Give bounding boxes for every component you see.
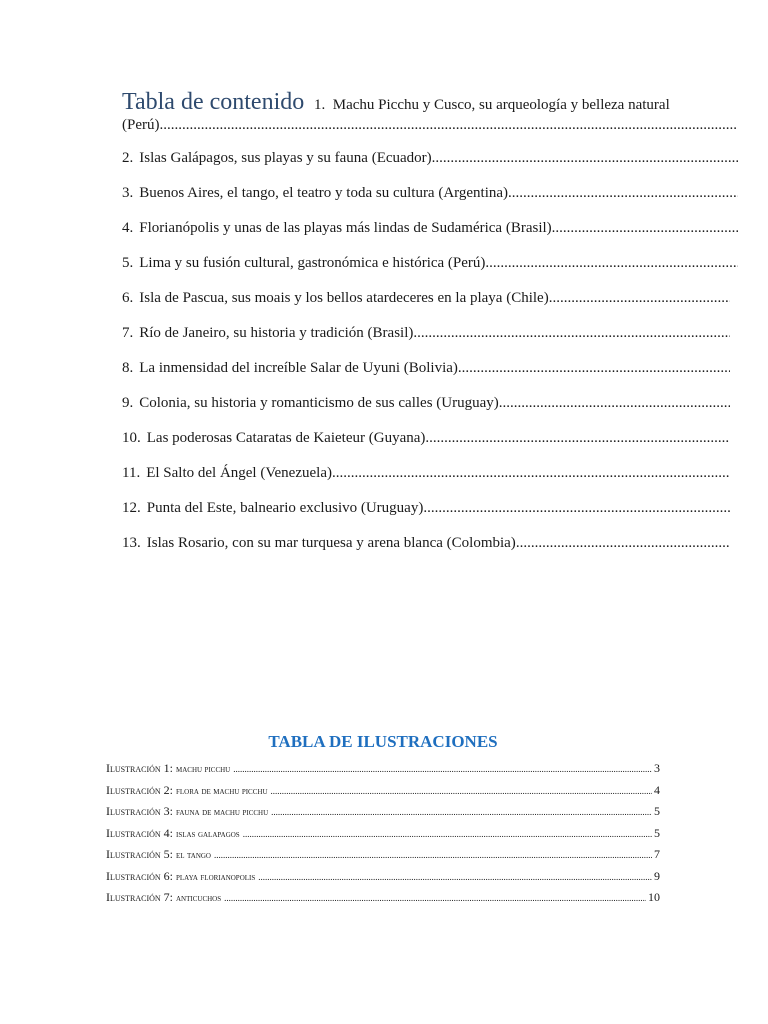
illustration-item-7[interactable] xyxy=(106,887,660,909)
illustration-caption: el tango xyxy=(176,850,211,861)
dot-leader xyxy=(423,491,730,526)
toc-item-5[interactable] xyxy=(122,246,738,281)
toc-item-text: Colonia, su historia y romanticismo de sus calles (Uruguay) xyxy=(139,395,499,411)
toc-item-3[interactable] xyxy=(122,176,738,211)
dot-leader xyxy=(214,845,652,867)
illustration-caption: islas galapagos xyxy=(176,828,240,840)
dot-leader xyxy=(508,176,738,211)
illustration-item-5[interactable] xyxy=(106,844,660,866)
toc-item-number: 12. xyxy=(122,500,141,516)
toc-item-12[interactable] xyxy=(122,491,730,526)
dot-leader xyxy=(458,351,730,386)
toc-item-2[interactable] xyxy=(122,141,738,176)
toc-item-text-cont: (Perú) xyxy=(122,117,160,133)
toc-item-text: Isla de Pascua, sus moais y los bellos atardeceres en la playa (Chile) xyxy=(139,290,549,306)
illustration-caption: flora de machu picchu xyxy=(176,785,268,797)
dot-leader xyxy=(271,781,652,803)
illustration-caption: anticuchos xyxy=(176,893,222,904)
toc-item-text: Machu Picchu y Cusco, su arqueología y belleza natural xyxy=(332,97,670,113)
toc-item-text: Buenos Aires, el tango, el teatro y toda su cultura (Argentina) xyxy=(139,185,509,201)
illustration-page: 7 xyxy=(654,847,660,861)
toc-item-text: La inmensidad del increíble Salar de Uyuni (Bolivia) xyxy=(139,360,458,376)
illustration-label: Ilustración 6: xyxy=(106,868,173,883)
toc-item-6[interactable] xyxy=(122,281,730,316)
dot-leader xyxy=(258,867,652,889)
illustrations-table xyxy=(106,732,660,909)
illustration-label: Ilustración 2: xyxy=(106,782,173,797)
illustration-item-4[interactable] xyxy=(106,823,660,845)
dot-leader xyxy=(552,211,738,246)
toc-item-text: Río de Janeiro, su historia y tradición (Brasil) xyxy=(139,325,414,341)
illustration-label: Ilustración 7: xyxy=(106,890,173,904)
illustration-caption: playa florianopolis xyxy=(176,871,256,883)
illustration-page: 10 xyxy=(648,890,660,904)
toc-item-10[interactable] xyxy=(122,421,730,456)
toc-item-number: 3. xyxy=(122,185,134,201)
illustration-page: 9 xyxy=(654,868,660,883)
dot-leader xyxy=(432,141,738,176)
dot-leader xyxy=(485,246,738,281)
dot-leader xyxy=(224,888,646,910)
illustrations-title: TABLA DE ILUSTRACIONES xyxy=(268,732,498,751)
dot-leader xyxy=(332,456,730,491)
toc-item-1[interactable] xyxy=(122,89,738,135)
toc-item-number: 7. xyxy=(122,325,134,341)
toc-item-number: 11. xyxy=(122,465,141,481)
toc-item-text: El Salto del Ángel (Venezuela) xyxy=(146,465,332,481)
table-of-contents xyxy=(122,89,738,561)
toc-item-text: Islas Galápagos, sus playas y su fauna (Ecuador) xyxy=(139,150,432,166)
toc-item-text: Las poderosas Cataratas de Kaieteur (Guyana) xyxy=(146,430,426,446)
dot-leader xyxy=(499,386,730,421)
toc-item-text: Punta del Este, balneario exclusivo (Uruguay) xyxy=(146,500,424,516)
dot-leader xyxy=(243,824,652,846)
toc-item-4[interactable] xyxy=(122,211,738,246)
toc-item-9[interactable] xyxy=(122,386,730,421)
dot-leader xyxy=(413,316,730,351)
illustration-item-1[interactable] xyxy=(106,758,660,780)
toc-item-number: 8. xyxy=(122,360,134,376)
illustration-page: 3 xyxy=(654,761,660,775)
toc-heading: Tabla de contenido xyxy=(122,89,305,115)
illustration-label: Ilustración 3: xyxy=(106,804,173,818)
toc-item-number: 2. xyxy=(122,150,134,166)
toc-item-number: 1. xyxy=(314,97,326,113)
toc-item-number: 10. xyxy=(122,430,141,446)
dot-leader xyxy=(425,421,730,456)
dot-leader xyxy=(516,526,730,561)
toc-item-number: 13. xyxy=(122,535,141,551)
toc-item-11[interactable] xyxy=(122,456,730,491)
toc-item-7[interactable] xyxy=(122,316,730,351)
dot-leader xyxy=(271,802,652,824)
illustration-page: 5 xyxy=(654,804,660,818)
toc-item-number: 6. xyxy=(122,290,134,306)
illustration-label: Ilustración 1: xyxy=(106,761,173,775)
dot-leader xyxy=(160,115,739,135)
dot-leader xyxy=(233,759,652,781)
toc-item-text: Florianópolis y unas de las playas más lindas de Sudamérica (Brasil) xyxy=(139,220,552,236)
illustration-item-3[interactable] xyxy=(106,801,660,823)
illustration-page: 5 xyxy=(654,825,660,840)
toc-item-number: 5. xyxy=(122,255,134,271)
toc-item-8[interactable] xyxy=(122,351,730,386)
illustration-caption: machu picchu xyxy=(176,764,231,775)
illustration-caption: fauna de machu picchu xyxy=(176,807,269,818)
illustration-item-2[interactable] xyxy=(106,780,660,802)
dot-leader xyxy=(549,281,730,316)
toc-item-text: Lima y su fusión cultural, gastronómica e histórica (Perú) xyxy=(139,255,486,271)
illustration-label: Ilustración 5: xyxy=(106,847,173,861)
toc-item-number: 9. xyxy=(122,395,134,411)
illustration-page: 4 xyxy=(654,782,660,797)
illustration-label: Ilustración 4: xyxy=(106,825,173,840)
illustration-item-6[interactable] xyxy=(106,866,660,888)
toc-item-number: 4. xyxy=(122,220,134,236)
toc-item-13[interactable] xyxy=(122,526,730,561)
toc-item-text: Islas Rosario, con su mar turquesa y arena blanca (Colombia) xyxy=(146,535,516,551)
